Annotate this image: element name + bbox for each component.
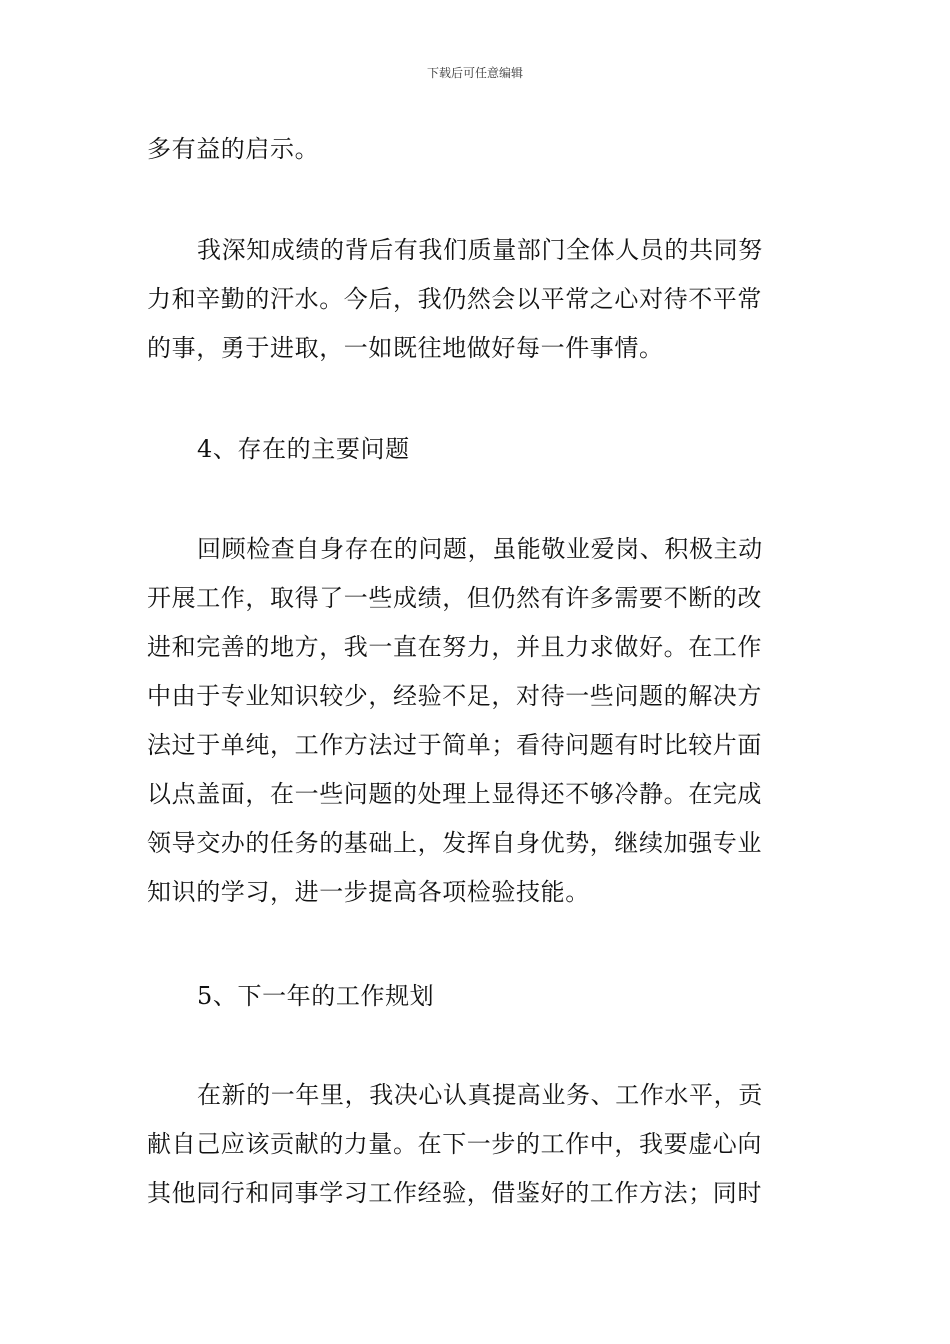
paragraph-achievements — [147, 226, 807, 373]
page-header: 下载后可任意编辑 — [426, 66, 523, 80]
paragraph-continuation — [147, 125, 807, 174]
paragraph-plan — [147, 1071, 807, 1218]
text-line: 以点盖面，在一些问题的处理上显得还不够冷静。在完成 — [147, 780, 762, 808]
paragraph-problems — [147, 525, 807, 917]
heading-line: 4、存在的主要问题 — [197, 435, 410, 463]
text-line: 开展工作，取得了一些成绩，但仍然有许多需要不断的改 — [147, 584, 762, 612]
text-line: 回顾检查自身存在的问题，虽能敬业爱岗、积极主动 — [197, 535, 763, 563]
text-line: 进和完善的地方，我一直在努力，并且力求做好。在工作 — [147, 633, 762, 661]
text-line: 力和辛勤的汗水。今后，我仍然会以平常之心对待不平常 — [147, 285, 762, 313]
text-line: 领导交办的任务的基础上，发挥自身优势，继续加强专业 — [147, 829, 762, 857]
text-line: 我深知成绩的背后有我们质量部门全体人员的共同努 — [197, 236, 763, 264]
text-line: 法过于单纯，工作方法过于简单；看待问题有时比较片面 — [147, 731, 762, 759]
text-line: 其他同行和同事学习工作经验，借鉴好的工作方法；同时 — [147, 1179, 762, 1207]
heading-line: 5、下一年的工作规划 — [197, 982, 435, 1010]
text-line: 的事，勇于进取，一如既往地做好每一件事情。 — [147, 334, 664, 362]
text-line: 中由于专业知识较少，经验不足，对待一些问题的解决方 — [147, 682, 762, 710]
text-line: 多有益的启示。 — [147, 135, 320, 163]
text-line: 献自己应该贡献的力量。在下一步的工作中，我要虚心向 — [147, 1130, 762, 1158]
text-line: 在新的一年里，我决心认真提高业务、工作水平，贡 — [197, 1081, 763, 1109]
text-line: 知识的学习，进一步提高各项检验技能。 — [147, 878, 590, 906]
section-heading-5 — [147, 972, 807, 1021]
section-heading-4 — [147, 425, 807, 474]
